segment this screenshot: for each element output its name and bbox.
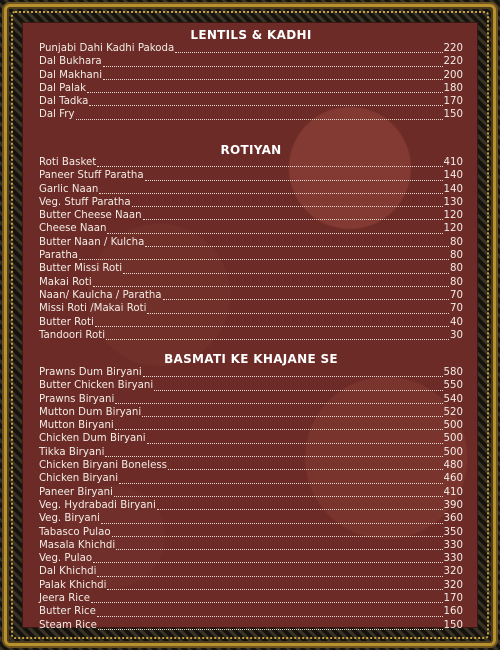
menu-item-price: 80 — [450, 276, 463, 288]
menu-item — [39, 184, 463, 197]
menu-item-name: Chicken Biryani Boneless — [39, 460, 167, 472]
dot-leader — [107, 233, 442, 234]
menu-item-price: 320 — [443, 566, 463, 578]
menu-item-price: 500 — [443, 446, 463, 458]
menu-item-name: Paratha — [39, 250, 79, 262]
menu-item-name: Roti Basket — [39, 157, 97, 168]
dot-leader — [87, 92, 442, 93]
menu-item-name: Dal Tadka — [39, 96, 89, 108]
menu-item — [39, 250, 463, 263]
menu-item-price: 30 — [450, 329, 463, 341]
menu-item-price: 220 — [443, 43, 463, 54]
menu-item-price: 220 — [443, 56, 463, 68]
menu-item-name: Paneer Stuff Paratha — [39, 170, 144, 182]
menu-item — [39, 606, 463, 619]
menu-item-name: Butter Cheese Naan — [39, 210, 142, 222]
dot-leader — [154, 390, 442, 391]
menu-item — [39, 96, 463, 109]
dot-leader — [95, 326, 449, 327]
menu-item — [39, 170, 463, 183]
dot-leader — [105, 456, 442, 457]
dot-leader — [112, 536, 443, 537]
menu-item-price: 70 — [450, 303, 463, 315]
menu-item — [39, 580, 463, 593]
dot-leader — [115, 429, 443, 430]
dot-leader — [93, 562, 442, 563]
menu-item — [39, 277, 463, 290]
menu-item-price: 80 — [450, 263, 463, 275]
dot-leader — [143, 376, 443, 377]
menu-item-name: Butter Chicken Biryani — [39, 380, 154, 392]
dot-leader — [168, 469, 443, 470]
menu-item — [39, 197, 463, 210]
menu-item-price: 130 — [443, 196, 463, 208]
menu-item — [39, 407, 463, 420]
menu-item — [39, 223, 463, 236]
menu-item — [39, 56, 463, 69]
dot-leader — [143, 219, 443, 220]
dot-leader — [101, 523, 443, 524]
menu-item-name: Garlic Naan — [39, 183, 99, 195]
menu-item-name: Cheese Naan — [39, 223, 107, 235]
menu-item-price: 460 — [443, 473, 463, 485]
menu-item-price: 390 — [443, 499, 463, 511]
dot-leader — [76, 119, 443, 120]
dot-leader — [106, 339, 449, 340]
menu-item — [39, 500, 463, 513]
menu-page — [22, 22, 478, 631]
menu-item-price: 140 — [443, 183, 463, 195]
menu-item — [39, 367, 463, 380]
menu-item-price: 140 — [443, 170, 463, 182]
menu-item-name: Veg. Pulao — [39, 553, 93, 565]
menu-item-price: 80 — [450, 250, 463, 262]
menu-item — [39, 513, 463, 526]
menu-item — [39, 317, 463, 330]
menu-item — [39, 420, 463, 433]
menu-item-name: Steam Rice — [39, 619, 97, 631]
dot-leader — [175, 52, 442, 53]
menu-item — [39, 83, 463, 96]
dot-leader — [79, 259, 449, 260]
menu-item — [39, 157, 463, 170]
menu-item — [39, 380, 463, 393]
menu-item-price: 160 — [443, 606, 463, 618]
menu-item — [39, 210, 463, 223]
menu-item-name: Makai Roti — [39, 276, 92, 288]
menu-item — [39, 553, 463, 566]
section-title-rotiyan: ROTIYAN — [220, 143, 282, 157]
menu-item-price: 540 — [443, 393, 463, 405]
menu-item — [39, 540, 463, 553]
menu-item-name: Chicken Dum Biryani — [39, 433, 146, 445]
menu-item-name: Paneer Biryani — [39, 486, 113, 498]
menu-item-name: Dal Palak — [39, 82, 87, 94]
menu-item — [39, 487, 463, 500]
dot-leader — [147, 443, 443, 444]
menu-item — [39, 527, 463, 540]
menu-item — [39, 460, 463, 473]
menu-item-price: 580 — [443, 367, 463, 378]
menu-item-price: 350 — [443, 526, 463, 538]
menu-item-price: 410 — [443, 157, 463, 168]
dot-leader — [89, 105, 442, 106]
menu-item-price: 180 — [443, 82, 463, 94]
menu-item-name: Chicken Biryani — [39, 473, 119, 485]
dot-leader — [119, 483, 442, 484]
menu-item-name: Mutton Biryani — [39, 420, 114, 432]
menu-item-price: 40 — [450, 316, 463, 328]
menu-item-price: 410 — [443, 486, 463, 498]
menu-item-name: Tikka Biryani — [39, 446, 105, 458]
menu-list-rotiyan — [39, 157, 463, 343]
section-title-lentils-kadhi: LENTILS & KADHI — [190, 28, 312, 42]
menu-item-price: 170 — [443, 96, 463, 108]
menu-item — [39, 593, 463, 606]
menu-item — [39, 43, 463, 56]
dot-leader — [97, 166, 442, 167]
menu-item-price: 500 — [443, 433, 463, 445]
menu-item-name: Missi Roti /Makai Roti — [39, 303, 147, 315]
menu-item-price: 480 — [443, 460, 463, 472]
menu-item-price: 320 — [443, 579, 463, 591]
dot-leader — [103, 66, 443, 67]
menu-item-price: 120 — [443, 210, 463, 222]
menu-item-name: Tabasco Pulao — [39, 526, 111, 538]
dot-leader — [145, 246, 449, 247]
dot-leader — [99, 193, 442, 194]
menu-item-name: Butter Naan / Kulcha — [39, 236, 145, 248]
menu-item-name: Tandoori Roti — [39, 329, 106, 341]
dot-leader — [157, 509, 443, 510]
dot-leader — [132, 206, 443, 207]
menu-item — [39, 473, 463, 486]
menu-item-name: Dal Bukhara — [39, 56, 102, 68]
dot-leader — [98, 629, 443, 630]
dot-leader — [147, 313, 449, 314]
dot-leader — [97, 616, 443, 617]
menu-item-name: Veg. Biryani — [39, 513, 100, 525]
menu-item-name: Dal Fry — [39, 109, 75, 121]
dot-leader — [97, 576, 442, 577]
menu-item-name: Butter Roti — [39, 316, 94, 328]
dot-leader — [107, 589, 442, 590]
menu-item-name: Naan/ Kaulcha / Paratha — [39, 289, 162, 301]
menu-item — [39, 70, 463, 83]
menu-item — [39, 620, 463, 633]
dot-leader — [115, 403, 442, 404]
menu-list-lentils-kadhi — [39, 43, 463, 123]
menu-item — [39, 237, 463, 250]
menu-item-name: Butter Rice — [39, 606, 96, 618]
menu-item-name: Mutton Dum Biryani — [39, 406, 142, 418]
menu-item — [39, 566, 463, 579]
menu-item-price: 550 — [443, 380, 463, 392]
menu-item-name: Butter Missi Roti — [39, 263, 123, 275]
dot-leader — [114, 496, 443, 497]
menu-item-name: Veg. Hydrabadi Biryani — [39, 499, 156, 511]
menu-item — [39, 109, 463, 122]
menu-item-price: 150 — [443, 109, 463, 121]
dot-leader — [163, 299, 450, 300]
menu-item — [39, 433, 463, 446]
menu-item-price: 170 — [443, 593, 463, 605]
menu-item-name: Masala Khichdi — [39, 539, 116, 551]
dot-leader — [91, 602, 443, 603]
menu-item-name: Palak Khichdi — [39, 579, 107, 591]
menu-item — [39, 394, 463, 407]
dot-leader — [93, 286, 449, 287]
dot-leader — [103, 79, 442, 80]
menu-item-name: Prawns Dum Biryani — [39, 367, 142, 378]
menu-item-price: 500 — [443, 420, 463, 432]
menu-item-name: Dal Khichdi — [39, 566, 97, 578]
dot-leader — [116, 549, 442, 550]
menu-item-price: 70 — [450, 289, 463, 301]
menu-item-name: Veg. Stuff Paratha — [39, 196, 131, 208]
menu-item — [39, 447, 463, 460]
menu-item — [39, 263, 463, 276]
menu-item-name: Jeera Rice — [39, 593, 90, 605]
menu-list-basmati — [39, 367, 463, 633]
menu-item — [39, 290, 463, 303]
menu-item-price: 200 — [443, 69, 463, 81]
section-title-basmati: BASMATI KE KHAJANE SE — [164, 352, 338, 366]
menu-item-price: 330 — [443, 539, 463, 551]
menu-item-price: 520 — [443, 406, 463, 418]
menu-item-price: 80 — [450, 236, 463, 248]
menu-item-price: 360 — [443, 513, 463, 525]
dot-leader — [142, 416, 442, 417]
menu-item — [39, 330, 463, 343]
menu-item-name: Punjabi Dahi Kadhi Pakoda — [39, 43, 175, 54]
dot-leader — [123, 273, 449, 274]
menu-item-price: 120 — [443, 223, 463, 235]
menu-item-price: 150 — [443, 619, 463, 631]
menu-item-name: Prawns Biryani — [39, 393, 115, 405]
menu-item — [39, 303, 463, 316]
dot-leader — [145, 180, 443, 181]
menu-item-price: 330 — [443, 553, 463, 565]
menu-item-name: Dal Makhani — [39, 69, 103, 81]
